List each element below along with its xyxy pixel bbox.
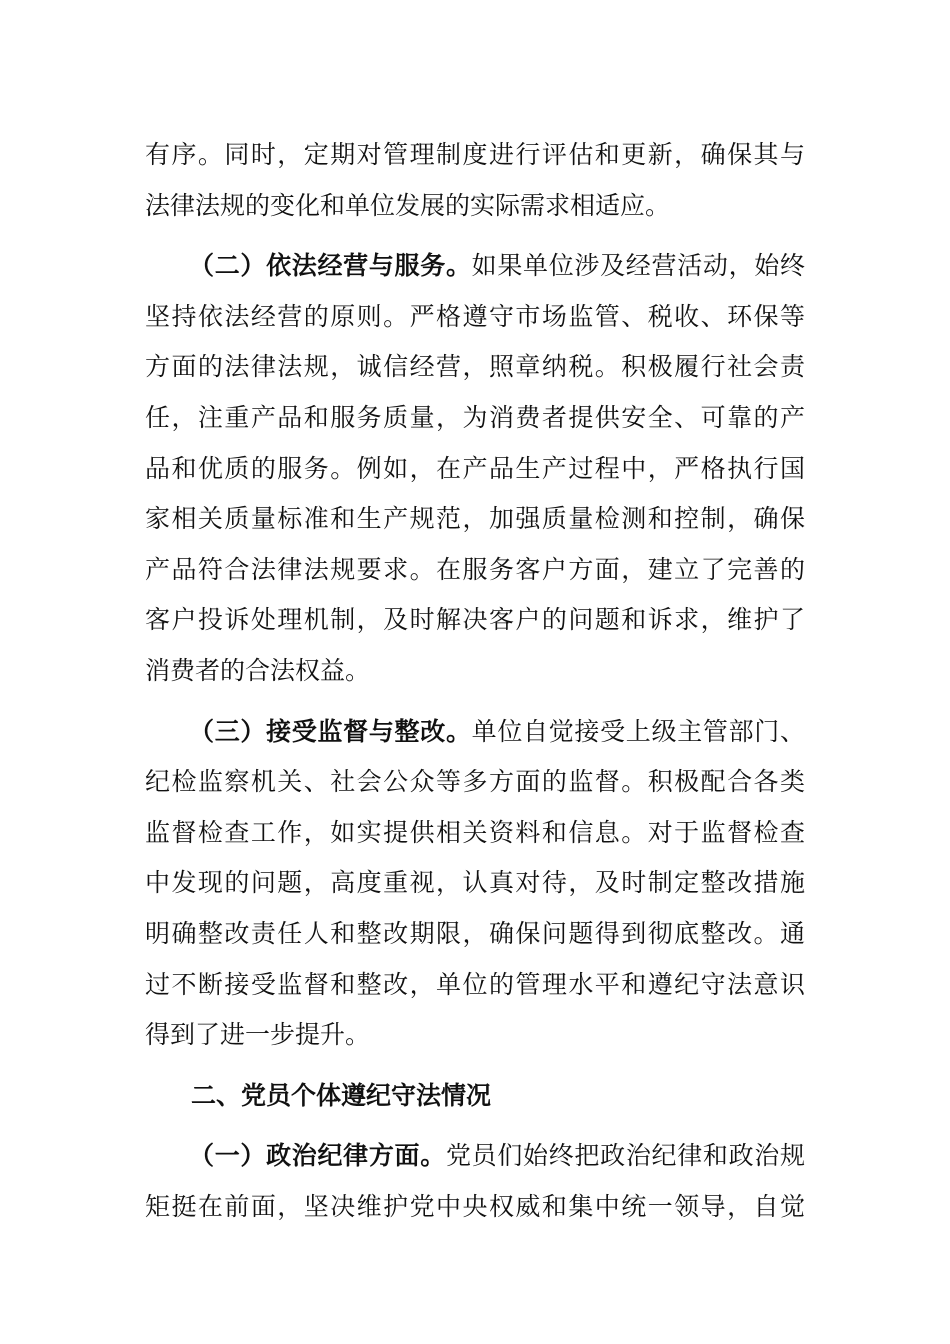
section-subheading: （一）政治纪律方面。: [189, 1141, 446, 1171]
text-line: [145, 707, 805, 758]
text-line: 品和优质的服务。例如，在产品生产过程中，严格执行国: [145, 453, 805, 483]
text-line: 有序。同时，定期对管理制度进行评估和更新，确保其与: [145, 140, 805, 169]
text-line: 监督检查工作，如实提供相关资料和信息。对于监督检查: [145, 817, 805, 847]
text-line: [145, 241, 805, 292]
text-fragment: 党员们始终把政治纪律和政治规: [445, 1141, 805, 1171]
paragraph-supervision: [145, 707, 805, 1061]
paragraph-political-discipline: [145, 1131, 805, 1232]
text-line: 法律法规的变化和单位发展的实际需求相适应。: [145, 190, 671, 220]
text-line: 产品符合法律法规要求。在服务客户方面，建立了完善的: [145, 554, 805, 584]
text-line: 中发现的问题，高度重视，认真对待，及时制定整改措施: [145, 868, 805, 898]
text-fragment: 单位自觉接受上级主管部门、: [471, 716, 805, 746]
text-line: [145, 1131, 805, 1182]
section-subheading: （二）依法经营与服务。: [189, 251, 472, 281]
section-heading: 二、党员个体遵纪守法情况: [191, 1080, 492, 1110]
section-subheading: （三）接受监督与整改。: [189, 716, 472, 746]
text-line: 得到了进一步提升。: [145, 1020, 371, 1050]
text-fragment: 如果单位涉及经营活动，始终: [471, 251, 805, 281]
text-line: 坚持依法经营的原则。严格遵守市场监管、税收、环保等: [145, 301, 805, 331]
document-body: [145, 130, 805, 1232]
text-line: 家相关质量标准和生产规范，加强质量检测和控制，确保: [145, 504, 805, 534]
text-line: 消费者的合法权益。: [145, 655, 371, 685]
text-line: 方面的法律法规，诚信经营，照章纳税。积极履行社会责: [145, 352, 805, 382]
text-line: 纪检监察机关、社会公众等多方面的监督。积极配合各类: [145, 767, 805, 797]
paragraph-lawful-operation: [145, 241, 805, 696]
text-line: 客户投诉处理机制，及时解决客户的问题和诉求，维护了: [145, 605, 805, 635]
text-line: 明确整改责任人和整改期限，确保问题得到彻底整改。通: [145, 918, 805, 948]
paragraph-continuation: [145, 130, 805, 231]
text-line: 过不断接受监督和整改，单位的管理水平和遵纪守法意识: [145, 969, 805, 999]
text-line: 任，注重产品和服务质量，为消费者提供安全、可靠的产: [145, 402, 805, 432]
text-line: 矩挺在前面，坚决维护党中央权威和集中统一领导，自觉: [145, 1191, 805, 1221]
